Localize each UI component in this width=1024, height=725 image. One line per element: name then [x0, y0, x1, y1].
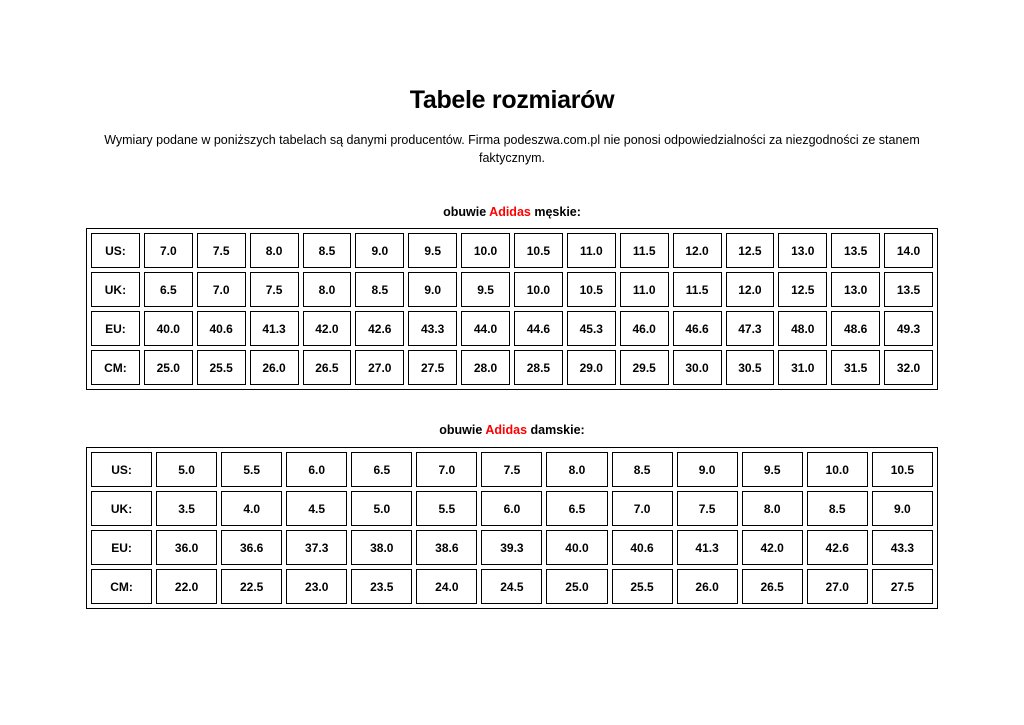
size-cell: 24.0 — [416, 569, 477, 604]
size-cell: 8.5 — [807, 491, 868, 526]
size-cell: 9.0 — [408, 272, 457, 307]
table-row — [91, 272, 933, 307]
row-label: EU: — [91, 530, 152, 565]
size-cell: 11.0 — [567, 233, 616, 268]
size-cell: 40.0 — [546, 530, 607, 565]
men-size-table — [86, 228, 938, 390]
size-cell: 11.5 — [673, 272, 722, 307]
size-cell: 40.0 — [144, 311, 193, 346]
page-description: Wymiary podane w poniższych tabelach są danymi producentów. Firma podeszwa.com.pl nie ponosi odpowiedzialności za niezgodności ze stanem faktycznym. — [104, 133, 920, 165]
size-cell: 7.0 — [612, 491, 673, 526]
size-cell: 32.0 — [884, 350, 933, 385]
size-cell: 8.5 — [355, 272, 404, 307]
size-cell: 7.5 — [677, 491, 738, 526]
section-prefix: obuwie — [439, 423, 483, 437]
size-cell: 7.0 — [144, 233, 193, 268]
size-cell: 10.5 — [514, 233, 563, 268]
size-cell: 9.5 — [461, 272, 510, 307]
men-section-title — [0, 205, 1024, 219]
size-cell: 30.5 — [726, 350, 775, 385]
size-cell: 8.0 — [742, 491, 803, 526]
size-cell: 48.6 — [831, 311, 880, 346]
size-cell: 42.6 — [355, 311, 404, 346]
table-row — [91, 350, 933, 385]
size-cell: 40.6 — [197, 311, 246, 346]
size-cell: 5.5 — [416, 491, 477, 526]
row-label: EU: — [91, 311, 140, 346]
size-cell: 8.5 — [612, 452, 673, 487]
size-cell: 42.0 — [742, 530, 803, 565]
size-cell: 10.5 — [872, 452, 933, 487]
row-label: UK: — [91, 272, 140, 307]
row-label: UK: — [91, 491, 152, 526]
size-cell: 6.0 — [481, 491, 542, 526]
size-cell: 43.3 — [872, 530, 933, 565]
size-cell: 5.0 — [351, 491, 412, 526]
size-cell: 45.3 — [567, 311, 616, 346]
size-cell: 29.5 — [620, 350, 669, 385]
size-cell: 5.0 — [156, 452, 217, 487]
size-cell: 7.0 — [197, 272, 246, 307]
size-cell: 8.0 — [250, 233, 299, 268]
size-cell: 8.0 — [303, 272, 352, 307]
size-cell: 41.3 — [677, 530, 738, 565]
size-cell: 26.0 — [677, 569, 738, 604]
size-cell: 27.0 — [355, 350, 404, 385]
size-cell: 5.5 — [221, 452, 282, 487]
size-cell: 23.5 — [351, 569, 412, 604]
section-suffix: męskie: — [534, 205, 581, 219]
size-cell: 30.0 — [673, 350, 722, 385]
size-cell: 7.5 — [197, 233, 246, 268]
size-cell: 11.0 — [620, 272, 669, 307]
size-cell: 12.0 — [673, 233, 722, 268]
size-cell: 10.0 — [807, 452, 868, 487]
size-cell: 23.0 — [286, 569, 347, 604]
size-cell: 49.3 — [884, 311, 933, 346]
size-cell: 7.5 — [250, 272, 299, 307]
size-cell: 42.6 — [807, 530, 868, 565]
size-cell: 8.5 — [303, 233, 352, 268]
size-cell: 10.0 — [461, 233, 510, 268]
table-row — [91, 311, 933, 346]
size-cell: 13.0 — [831, 272, 880, 307]
size-cell: 9.0 — [355, 233, 404, 268]
size-cell: 25.0 — [144, 350, 193, 385]
size-cell: 27.5 — [872, 569, 933, 604]
table-row — [91, 491, 933, 526]
size-cell: 48.0 — [778, 311, 827, 346]
size-cell: 36.0 — [156, 530, 217, 565]
size-cell: 42.0 — [303, 311, 352, 346]
size-cell: 13.5 — [831, 233, 880, 268]
size-cell: 12.0 — [726, 272, 775, 307]
size-cell: 38.0 — [351, 530, 412, 565]
size-cell: 10.0 — [514, 272, 563, 307]
size-cell: 3.5 — [156, 491, 217, 526]
size-cell: 4.0 — [221, 491, 282, 526]
size-cell: 25.5 — [612, 569, 673, 604]
size-cell: 38.6 — [416, 530, 477, 565]
size-cell: 6.5 — [144, 272, 193, 307]
size-cell: 6.5 — [546, 491, 607, 526]
size-cell: 24.5 — [481, 569, 542, 604]
size-cell: 40.6 — [612, 530, 673, 565]
section-prefix: obuwie — [443, 205, 487, 219]
table-row — [91, 233, 933, 268]
size-cell: 44.0 — [461, 311, 510, 346]
size-cell: 27.5 — [408, 350, 457, 385]
size-cell: 6.5 — [351, 452, 412, 487]
size-cell: 28.5 — [514, 350, 563, 385]
size-cell: 9.5 — [742, 452, 803, 487]
table-row — [91, 569, 933, 604]
size-cell: 47.3 — [726, 311, 775, 346]
row-label: US: — [91, 452, 152, 487]
size-cell: 31.0 — [778, 350, 827, 385]
size-cell: 36.6 — [221, 530, 282, 565]
size-cell: 22.5 — [221, 569, 282, 604]
size-cell: 28.0 — [461, 350, 510, 385]
size-cell: 39.3 — [481, 530, 542, 565]
women-size-table — [86, 447, 938, 609]
size-cell: 13.0 — [778, 233, 827, 268]
size-cell: 37.3 — [286, 530, 347, 565]
size-cell: 26.5 — [742, 569, 803, 604]
size-cell: 27.0 — [807, 569, 868, 604]
size-cell: 25.0 — [546, 569, 607, 604]
size-cell: 43.3 — [408, 311, 457, 346]
size-cell: 9.0 — [872, 491, 933, 526]
size-cell: 12.5 — [726, 233, 775, 268]
size-cell: 7.5 — [481, 452, 542, 487]
size-cell: 41.3 — [250, 311, 299, 346]
table-row — [91, 452, 933, 487]
size-cell: 46.0 — [620, 311, 669, 346]
size-cell: 29.0 — [567, 350, 616, 385]
size-cell: 10.5 — [567, 272, 616, 307]
row-label: US: — [91, 233, 140, 268]
size-cell: 22.0 — [156, 569, 217, 604]
size-cell: 31.5 — [831, 350, 880, 385]
size-cell: 13.5 — [884, 272, 933, 307]
size-cell: 12.5 — [778, 272, 827, 307]
size-cell: 9.5 — [408, 233, 457, 268]
size-cell: 6.0 — [286, 452, 347, 487]
size-cell: 26.0 — [250, 350, 299, 385]
size-cell: 25.5 — [197, 350, 246, 385]
table-row — [91, 530, 933, 565]
page-title: Tabele rozmiarów — [409, 86, 615, 114]
size-cell: 44.6 — [514, 311, 563, 346]
brand-name: Adidas — [485, 423, 528, 437]
row-label: CM: — [91, 569, 152, 604]
women-section-title — [0, 423, 1024, 437]
size-cell: 26.5 — [303, 350, 352, 385]
row-label: CM: — [91, 350, 140, 385]
size-cell: 14.0 — [884, 233, 933, 268]
size-cell: 11.5 — [620, 233, 669, 268]
size-cell: 46.6 — [673, 311, 722, 346]
size-cell: 7.0 — [416, 452, 477, 487]
size-cell: 9.0 — [677, 452, 738, 487]
size-cell: 8.0 — [546, 452, 607, 487]
section-suffix: damskie: — [530, 423, 585, 437]
size-cell: 4.5 — [286, 491, 347, 526]
brand-name: Adidas — [489, 205, 531, 219]
